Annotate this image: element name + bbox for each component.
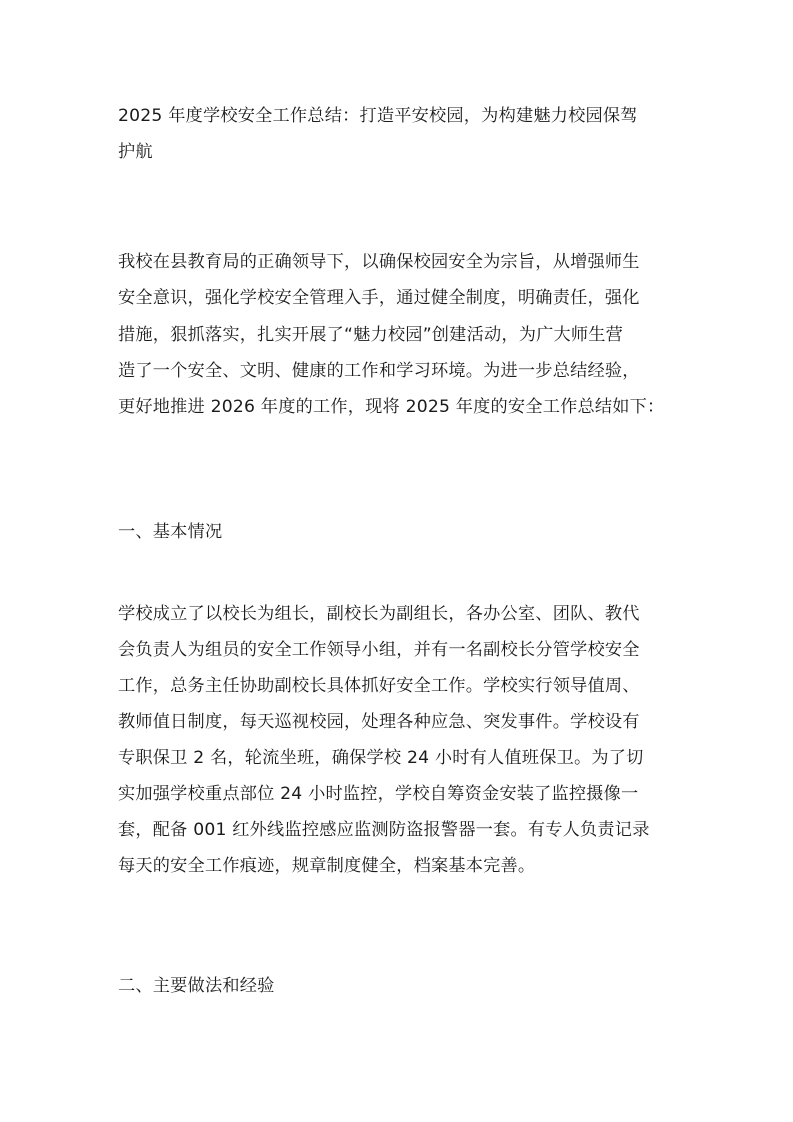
document-title-line-1: 2025 年度学校安全工作总结：打造平安校园，为构建魅力校园保驾 [118, 106, 638, 126]
section1-line-3: 工作，总务主任协助副校长具体抓好安全工作。学校实行领导值周、 [118, 676, 640, 696]
intro-line-1: 我校在县教育局的正确领导下，以确保校园安全为宗旨，从增强师生 [118, 252, 640, 272]
intro-line-4: 造了一个安全、文明、健康的工作和学习环境。为进一步总结经验， [118, 361, 640, 381]
intro-line-5: 更好地推进 2026 年度的工作，现将 2025 年度的安全工作总结如下： [118, 397, 665, 417]
section1-line-4: 教师值日制度，每天巡视校园，处理各种应急、突发事件。学校设有 [118, 712, 640, 732]
document-title-line-2: 护航 [118, 142, 153, 162]
section1-line-5: 专职保卫 2 名，轮流坐班，确保学校 24 小时有人值班保卫。为了切 [118, 748, 644, 768]
intro-line-3: 措施，狠抓落实，扎实开展了“魅力校园”创建活动，为广大师生营 [118, 325, 624, 345]
section1-line-7: 套，配备 001 红外线监控感应监测防盗报警器一套。有专人负责记录 [118, 820, 650, 840]
section2-heading: 二、主要做法和经验 [118, 976, 275, 996]
section1-line-8: 每天的安全工作痕迹，规章制度健全，档案基本完善。 [118, 856, 536, 876]
section1-line-2: 会负责人为组员的安全工作领导小组，并有一名副校长分管学校安全 [118, 640, 640, 660]
section1-heading: 一、基本情况 [118, 522, 223, 542]
intro-line-2: 安全意识，强化学校安全管理入手，通过健全制度，明确责任，强化 [118, 288, 640, 308]
section1-line-1: 学校成立了以校长为组长，副校长为副组长，各办公室、团队、教代 [118, 604, 640, 624]
section1-line-6: 实加强学校重点部位 24 小时监控，学校自筹资金安装了监控摄像一 [118, 784, 639, 804]
